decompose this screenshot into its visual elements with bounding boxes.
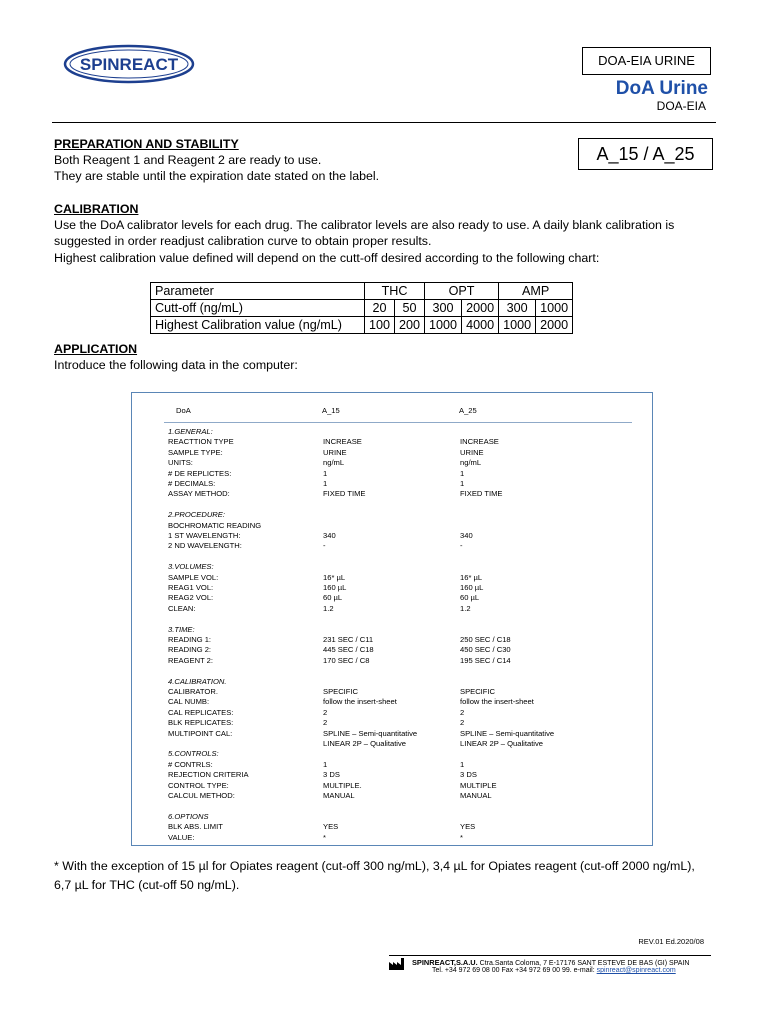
table-cell: 300 xyxy=(499,300,536,317)
setting-label: CLEAN: xyxy=(168,603,196,613)
footer-address xyxy=(412,958,689,967)
header-divider xyxy=(52,122,716,123)
setting-label: CONTROL TYPE: xyxy=(168,780,229,790)
footnote: * With the exception of 15 µl for Opiates reagent (cut-off 300 ng/mL), 3,4 µL for Opiates reagent (cut-off 2000 ng/mL), 6,7 µL for THC (cut-off 50 ng/mL). xyxy=(54,859,695,892)
setting-label: 2.PROCEDURE: xyxy=(168,510,225,520)
setting-value-a15: INCREASE xyxy=(323,437,362,447)
table-cell: Cutt-off (ng/mL) xyxy=(151,300,365,317)
setting-label: CALCUL METHOD: xyxy=(168,791,235,800)
table-cell: 2000 xyxy=(462,300,499,317)
setting-label: REAG1 VOL: xyxy=(168,583,214,592)
column-header: A_15 xyxy=(322,406,340,415)
application-intro: Introduce the following data in the computer: xyxy=(54,358,298,372)
setting-value-a15: MULTIPLE. xyxy=(323,780,362,790)
setting-label: READING 1: xyxy=(168,635,212,644)
setting-label: SAMPLE VOL: xyxy=(168,572,219,582)
table-cell: 1000 xyxy=(536,300,573,317)
column-header: A_25 xyxy=(459,406,477,415)
setting-value-a15: SPECIFIC xyxy=(323,687,359,696)
setting-value-a15: 340 xyxy=(323,531,336,540)
setting-value-a25: 2 xyxy=(460,707,465,717)
table-row xyxy=(151,317,573,334)
calibration-line: Highest calibration value defined will depend on the cutt-off desired according to the following chart: xyxy=(54,251,600,265)
preparation-heading: PREPARATION AND STABILITY xyxy=(54,137,239,151)
setting-value-a15: 2 xyxy=(323,718,328,728)
setting-value-a15: * xyxy=(323,832,326,842)
setting-label: 3.VOLUMES: xyxy=(168,562,214,572)
setting-label: # DE REPLICTES: xyxy=(168,468,232,478)
footer-address-text: Ctra.Santa Coloma, 7 E-17176 SANT ESTEVE DE BAS (GI) SPAIN xyxy=(479,960,690,967)
setting-value-a25: 450 SEC / C30 xyxy=(460,645,511,655)
setting-value-a15: URINE xyxy=(323,447,347,457)
setting-label: 1.GENERAL: xyxy=(168,427,213,436)
setting-value-a25: MANUAL xyxy=(460,791,492,800)
setting-value-a15: 1 xyxy=(323,759,328,769)
setting-value-a25: 340 xyxy=(460,531,473,540)
setting-value-a15: FIXED TIME xyxy=(323,489,366,499)
setting-value-a25: LINEAR 2P – Qualitative xyxy=(460,739,544,748)
setting-label: CAL NUMB: xyxy=(168,697,210,707)
calibration-line: suggested in order readjust calibration curve to obtain proper results. xyxy=(54,234,432,248)
setting-value-a15: 1 xyxy=(323,468,328,478)
setting-value-a25: 195 SEC / C14 xyxy=(460,655,511,665)
setting-label: ASSAY METHOD: xyxy=(168,489,230,499)
footer-contact xyxy=(432,967,676,974)
setting-value-a25: URINE xyxy=(460,447,484,457)
setting-label: 4.CALIBRATION. xyxy=(168,676,227,686)
setting-value-a15: 445 SEC / C18 xyxy=(323,645,374,655)
setting-label: REAGENT 2: xyxy=(168,655,214,665)
table-cell: 20 xyxy=(365,300,395,317)
setting-value-a15: 1 xyxy=(323,479,328,488)
table-cell: 50 xyxy=(395,300,425,317)
footer-contact-text: Tel. +34 972 69 08 00 Fax +34 972 69 00 99. e-mail: xyxy=(432,967,595,974)
svg-text:SPINREACT: SPINREACT xyxy=(79,55,179,74)
setting-value-a25: 3 DS xyxy=(460,770,477,780)
table-cell: 2000 xyxy=(536,317,573,334)
setting-value-a25: 250 SEC / C18 xyxy=(460,635,511,644)
setting-value-a15: ng/mL xyxy=(323,458,345,468)
footer-divider xyxy=(389,955,711,956)
setting-label: BLK ABS. LIMIT xyxy=(168,822,223,832)
doc-subtitle: DOA-EIA xyxy=(656,99,706,113)
setting-value-a15: 231 SEC / C11 xyxy=(323,635,374,644)
revision-label: REV.01 Ed.2020/08 xyxy=(638,937,704,946)
setting-label: REJECTION CRITERIA xyxy=(168,770,249,780)
setting-value-a25: SPLINE – Semi-quantitative xyxy=(460,728,555,738)
setting-value-a25: 1.2 xyxy=(460,603,471,613)
setting-label: 5.CONTROLS: xyxy=(168,749,219,759)
table-cell: 1000 xyxy=(425,317,462,334)
footer-email-link[interactable]: spinreact@spinreact.com xyxy=(596,967,676,974)
preparation-line: They are stable until the expiration date stated on the label. xyxy=(54,169,380,183)
table-header-cell: AMP xyxy=(499,283,573,300)
setting-value-a25: 1 xyxy=(460,479,465,488)
setting-label: UNITS: xyxy=(168,458,193,468)
setting-label: BLK REPLICATES: xyxy=(168,718,234,728)
setting-value-a25: follow the insert-sheet xyxy=(460,697,534,707)
column-header: DoA xyxy=(176,406,191,415)
calibration-line: Use the DoA calibrator levels for each drug. The calibrator levels are also ready to use. A daily blank calibration is xyxy=(54,218,675,232)
table-header-cell: THC xyxy=(365,283,425,300)
setting-label: 6.OPTIONS xyxy=(168,811,209,821)
setting-value-a25: 60 µL xyxy=(460,593,480,603)
setting-value-a15: YES xyxy=(323,822,339,832)
setting-value-a15: MANUAL xyxy=(323,791,355,800)
application-heading: APPLICATION xyxy=(54,342,138,356)
table-cell: 4000 xyxy=(462,317,499,334)
setting-value-a25: 160 µL xyxy=(460,583,484,592)
setting-value-a25: 1 xyxy=(460,759,465,769)
table-header-cell: OPT xyxy=(425,283,499,300)
footer-company: SPINREACT,S.A.U. xyxy=(412,958,478,967)
setting-label: # DECIMALS: xyxy=(168,479,216,488)
calibration-table xyxy=(150,282,573,334)
spinreact-logo xyxy=(63,44,195,84)
setting-value-a25: 1 xyxy=(460,468,465,478)
table-header-row xyxy=(151,283,573,300)
calibration-heading: CALIBRATION xyxy=(54,202,139,216)
setting-value-a25: 2 xyxy=(460,718,465,728)
setting-value-a15: - xyxy=(323,541,326,551)
table-cell: 300 xyxy=(425,300,462,317)
doc-code-box: DOA-EIA URINE xyxy=(582,47,711,75)
setting-value-a15: 1.2 xyxy=(323,603,334,613)
setting-value-a15: 170 SEC / C8 xyxy=(323,655,370,665)
setting-value-a25: - xyxy=(460,541,463,551)
factory-icon xyxy=(388,957,410,970)
setting-label: MULTIPOINT CAL: xyxy=(168,728,233,738)
table-cell: Highest Calibration value (ng/mL) xyxy=(151,317,365,334)
setting-value-a25: SPECIFIC xyxy=(460,687,496,696)
setting-value-a25: 16* µL xyxy=(460,572,483,582)
setting-value-a25: INCREASE xyxy=(460,437,499,447)
setting-value-a15: follow the insert-sheet xyxy=(323,697,397,707)
setting-value-a15: LINEAR 2P – Qualitative xyxy=(323,739,407,748)
setting-value-a25: ng/mL xyxy=(460,458,482,468)
setting-value-a15: 16* µL xyxy=(323,572,346,582)
application-header-divider xyxy=(164,422,632,423)
reference-code-box: A_15 / A_25 xyxy=(578,138,713,170)
setting-value-a25: MULTIPLE xyxy=(460,780,497,790)
setting-label: CAL REPLICATES: xyxy=(168,707,234,717)
setting-label: # CONTRLS: xyxy=(168,759,213,769)
table-header-cell: Parameter xyxy=(151,283,365,300)
setting-value-a15: 60 µL xyxy=(323,593,343,603)
table-row xyxy=(151,300,573,317)
setting-label: VALUE: xyxy=(168,832,195,842)
setting-label: SAMPLE TYPE: xyxy=(168,447,223,457)
setting-value-a15: 2 xyxy=(323,707,328,717)
setting-label: REAG2 VOL: xyxy=(168,593,214,603)
setting-label: REACTTION TYPE xyxy=(168,437,234,447)
setting-label: 2 ND WAVELENGTH: xyxy=(168,541,242,551)
setting-label: CALIBRATOR. xyxy=(168,687,218,696)
doc-title: DoA Urine xyxy=(615,78,708,99)
setting-value-a15: 160 µL xyxy=(323,583,347,592)
setting-label: BOCHROMATIC READING xyxy=(168,520,262,530)
setting-label: 3.TIME: xyxy=(168,624,195,634)
setting-value-a15: 3 DS xyxy=(323,770,340,780)
table-cell: 200 xyxy=(395,317,425,334)
setting-value-a25: FIXED TIME xyxy=(460,489,503,499)
setting-label: 1 ST WAVELENGTH: xyxy=(168,531,241,540)
setting-value-a25: YES xyxy=(460,822,476,832)
table-cell: 1000 xyxy=(499,317,536,334)
setting-value-a15: SPLINE – Semi-quantitative xyxy=(323,728,418,738)
table-cell: 100 xyxy=(365,317,395,334)
setting-label: READING 2: xyxy=(168,645,212,655)
setting-value-a25: * xyxy=(460,832,463,842)
preparation-line: Both Reagent 1 and Reagent 2 are ready to use. xyxy=(54,153,322,167)
